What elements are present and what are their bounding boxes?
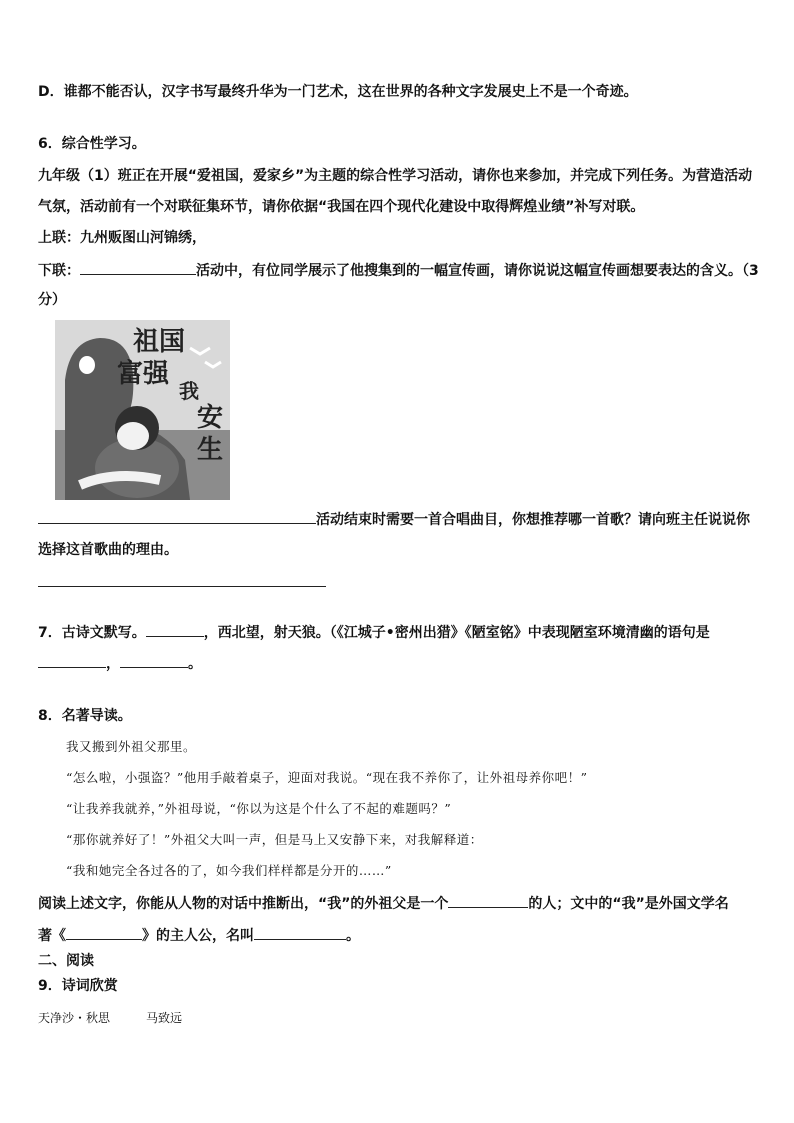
q7-blank-2[interactable] (38, 653, 106, 668)
quote-line-5 (66, 861, 392, 881)
poem-author: 马致远 (146, 1011, 183, 1025)
quote-line-3 (66, 799, 451, 819)
q6-couplet-down (38, 260, 759, 281)
q8-p2c-text: 。 (346, 928, 360, 944)
q6-couplet-up (38, 228, 206, 248)
q9-title-text: 9．诗词欣赏 (38, 978, 118, 994)
q8-title-text: 8．名著导读。 (38, 708, 132, 724)
q8-p1a-text: 阅读上述文字，你能从人物的对话中推断出，“我”的外祖父是一个 (38, 896, 449, 912)
quote-line-1 (66, 737, 196, 757)
q9-title (38, 976, 118, 996)
poster-text-sheng: 生 (197, 435, 224, 465)
poster-text-fuqiang: 富强 (117, 359, 170, 389)
section-2-text: 二、阅读 (38, 953, 94, 969)
q8-blank-3[interactable] (254, 925, 346, 940)
flower-icon (79, 356, 95, 374)
q7-period: 。 (188, 656, 202, 672)
q6-up-text: 上联：九州贩图山河锦绣， (38, 230, 206, 246)
q8-title (38, 706, 132, 726)
poster-text-wo: 我 (179, 379, 199, 403)
q6-title-text: 6．综合性学习。 (38, 136, 146, 152)
q8-blank-2[interactable] (66, 925, 142, 940)
child-face (117, 422, 149, 450)
option-d-text: D．谁都不能否认，汉字书写最终升华为一门艺术，这在世界的各种文字发展史上不是一个奇迹。 (38, 84, 638, 100)
q8-p2b-text: 》的主人公，名叫 (142, 928, 254, 944)
q6-score (38, 290, 66, 310)
q6-song-text: 活动结束时需要一首合唱曲目，你想推荐哪一首歌？请向班主任说说你 (316, 512, 750, 528)
quote-1-text: 我又搬到外祖父那里。 (66, 739, 197, 754)
propaganda-poster-image (55, 320, 230, 500)
q7-comma: ， (106, 656, 120, 672)
q6-paragraph-line-2 (38, 197, 644, 217)
poem-heading (38, 1008, 182, 1028)
quote-line-4 (66, 830, 483, 850)
q6-title (38, 134, 146, 154)
q8-p1b-text: 的人；文中的“我”是外国文学名 (528, 896, 729, 912)
q6-score-text: 分） (38, 292, 66, 308)
option-d (38, 82, 638, 102)
q8-question-line-2 (38, 925, 360, 946)
poster-text-an: 安 (197, 403, 224, 433)
q6-down-blank[interactable] (80, 260, 196, 275)
q8-p2a-text: 著《 (38, 928, 66, 944)
answer-line[interactable] (38, 586, 326, 587)
q7-title: 7．古诗文默写。 (38, 625, 146, 641)
q7-text: ，西北望，射天狼。（《江城子•密州出猎》《陋室铭》中表现陋室环境清幽的语句是 (203, 625, 710, 641)
q8-question-line-1 (38, 893, 729, 914)
q6-song-line (38, 509, 750, 530)
quote-line-2 (66, 768, 588, 788)
q7-blank-3[interactable] (120, 653, 188, 668)
q6-p2-text: 气氛，活动前有一个对联征集环节，请你依据“我国在四个现代化建设中取得辉煌业绩”补写对联。 (38, 199, 645, 215)
poster-text-zuguo: 祖国 (133, 327, 186, 357)
q6-paragraph-line-1 (38, 166, 752, 186)
poem-title: 天净沙・秋思 (38, 1011, 111, 1025)
q7-line-2 (38, 653, 202, 674)
q6-p1-text: 九年级（1）班正在开展“爱祖国，爱家乡”为主题的综合性学习活动，请你也来参加，并完成下列任务。为营造活动 (38, 168, 753, 184)
quote-5-text: “我和她完全各过各的了，如今我们样样都是分开的……” (66, 863, 392, 878)
q6-down-suffix: 活动中，有位同学展示了他搜集到的一幅宣传画，请你说说这幅宣传画想要表达的含义。（3 (196, 263, 759, 279)
q6-down-prefix: 下联： (38, 263, 80, 279)
quote-2-text: “怎么啦，小强盗？”他用手敲着桌子，迎面对我说。“现在我不养你了，让外祖母养你吧！” (66, 770, 588, 785)
quote-3-text: “让我养我就养，”外祖母说，“你以为这是个什么了不起的难题吗？” (66, 801, 452, 816)
q7-blank-1[interactable] (146, 622, 204, 637)
q8-blank-1[interactable] (448, 893, 528, 908)
section-reading-title (38, 951, 94, 971)
q6-song-line-2 (38, 540, 178, 560)
q6-song-blank[interactable] (38, 509, 316, 524)
q6-song-p2-text: 选择这首歌曲的理由。 (38, 542, 178, 558)
quote-4-text: “那你就养好了！”外祖父大叫一声，但是马上又安静下来，对我解释道： (66, 832, 483, 847)
q7-line-1 (38, 622, 710, 643)
